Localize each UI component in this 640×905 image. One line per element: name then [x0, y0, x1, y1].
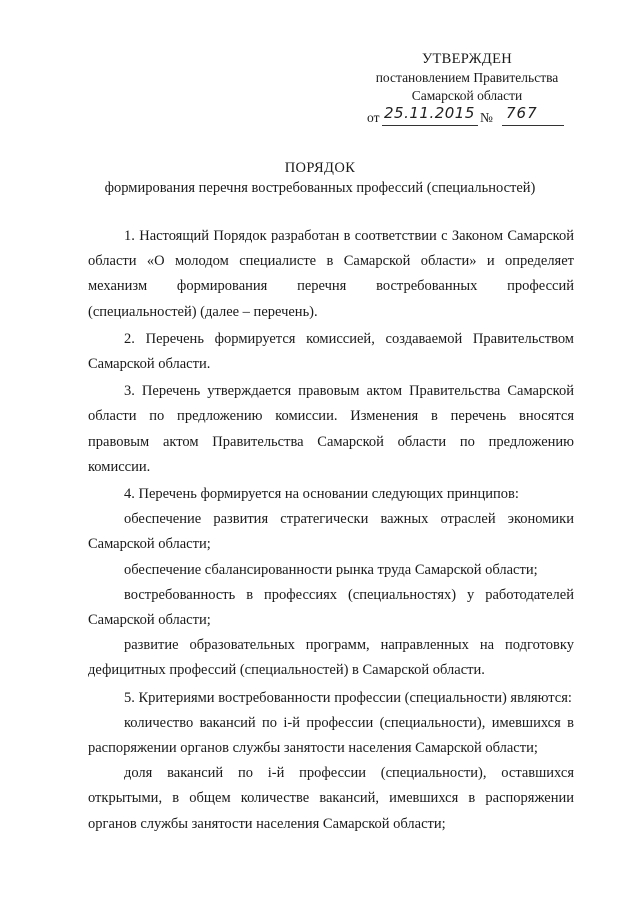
number-prefix: № [480, 110, 493, 125]
principle-2: обеспечение сбалансированности рынка труда Самарской области; [124, 561, 538, 578]
principle-1: обеспечение развития стратегически важных отраслей экономики Самарской области; [88, 511, 574, 553]
principle-3: востребованность в профессиях (специальностях) у работодателей Самарской области; [88, 586, 574, 629]
number-underline [502, 125, 564, 126]
approval-stamp [362, 50, 572, 129]
paragraph-3: 3. Перечень утверждается правовым актом Правительства Самарской области по предложению комиссии. Изменения в перечень вносятся правовым актом Правительства Самарской области по предложению комиссии. [88, 383, 574, 475]
criterion-1: количество вакансий по i-й профессии (специальности), имевшихся в распоряжении органов службы занятости населения Самарской области; [88, 714, 574, 757]
approval-line-2: Самарской области [411, 88, 523, 103]
date-prefix: от [367, 110, 380, 125]
approval-heading: УТВЕРЖДЕН [421, 51, 513, 67]
document-body [88, 224, 574, 837]
approval-line-1: постановлением Правительства [375, 70, 559, 85]
approval-date-line [362, 105, 572, 129]
handwritten-number: 767 [506, 104, 538, 122]
principle-4: развитие образовательных программ, направленных на подготовку дефицитных профессий (специальностей) в Самарской области. [88, 637, 574, 679]
document-title [0, 158, 640, 198]
date-underline [382, 125, 478, 126]
paragraph-4: 4. Перечень формируется на основании следующих принципов: [124, 486, 519, 503]
handwritten-date: 25.11.2015 [384, 104, 475, 122]
paragraph-5: 5. Критериями востребованности профессии (специальности) являются: [124, 689, 572, 706]
title-main: ПОРЯДОК [284, 160, 356, 176]
title-subtitle: формирования перечня востребованных профессий (специальностей) [104, 180, 536, 196]
paragraph-1: 1. Настоящий Порядок разработан в соответствии с Законом Самарской области «О молодом специалисте в Самарской области» и определяет механизм формирования перечня востребованных профессий (специальностей) (далее – перечень). [88, 228, 574, 320]
criterion-2: доля вакансий по i-й профессии (специальности), оставшихся открытыми, в общем количестве вакансий, имевшихся в распоряжении органов службы занятости населения Самарской области; [88, 765, 574, 832]
paragraph-2: 2. Перечень формируется комиссией, создаваемой Правительством Самарской области. [88, 330, 574, 373]
